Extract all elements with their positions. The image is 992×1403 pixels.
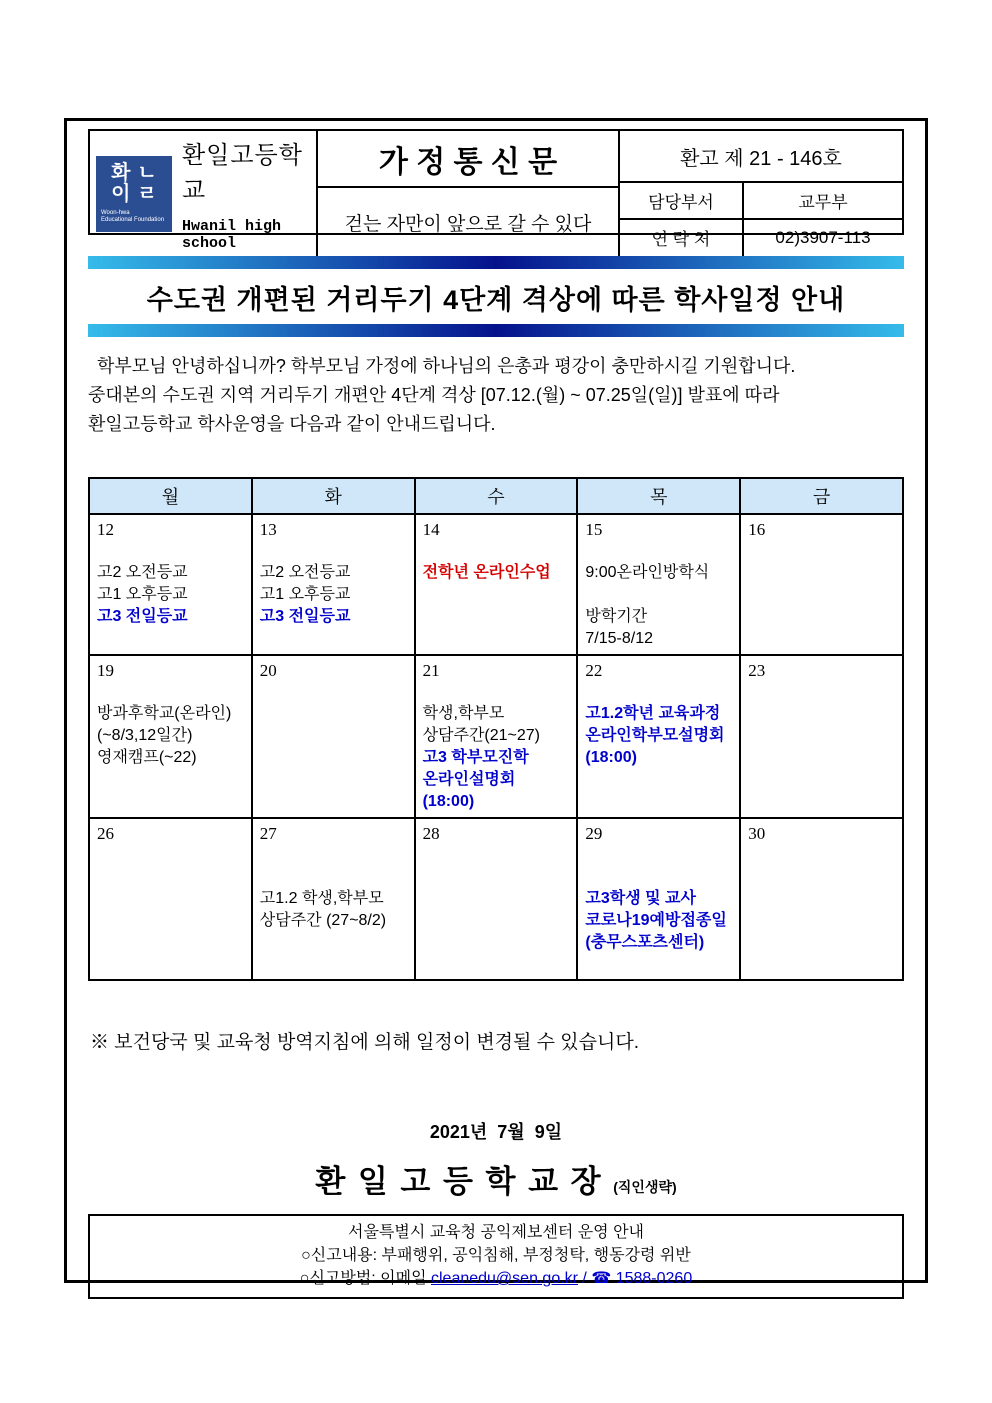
page-title: 수도권 개편된 거리두기 4단계 격상에 따른 학사일정 안내 (146, 285, 846, 315)
calendar-cell (577, 818, 740, 980)
school-name-english: Hwanil high school (182, 218, 282, 252)
calendar-event: (18:00) (422, 793, 475, 810)
calendar-event: 고1 오후등교 (97, 586, 188, 603)
calendar-date: 22 (585, 661, 603, 680)
calendar-cell (252, 818, 415, 980)
seal-note: (직인생략) (613, 1179, 677, 1195)
calendar-body (89, 514, 903, 980)
calendar-cell (577, 655, 740, 818)
calendar-date: 15 (585, 520, 603, 539)
header-right (620, 131, 902, 256)
logo-jamo-char: 이 (111, 183, 131, 205)
footer-title: 서울특별시 교육청 공익제보센터 운영 안내 (348, 1224, 644, 1241)
school-motto: 걷는 자만이 앞으로 갈 수 있다 (344, 213, 592, 235)
calendar-date: 13 (259, 520, 277, 539)
logo-jamo-icon (111, 163, 157, 205)
title-banner (88, 256, 904, 337)
email-link[interactable]: cleanedu@sen.go.kr (430, 1270, 578, 1287)
calendar-date: 28 (422, 824, 440, 843)
calendar-gap (585, 540, 732, 562)
calendar-event: 고1.2학년 교육과정 (585, 705, 721, 722)
calendar-date: 14 (422, 520, 440, 539)
calendar-gap (585, 844, 732, 866)
foundation-name (96, 210, 164, 224)
closing-date: 2021년 7월 9일 (429, 1122, 563, 1142)
calendar-date: 26 (97, 824, 114, 843)
footer-box (88, 1214, 904, 1299)
calendar-gap (585, 584, 732, 606)
calendar-event: 코로나19예방접종일 (585, 912, 727, 929)
calendar-date: 29 (585, 824, 603, 843)
calendar-date: 23 (748, 661, 766, 680)
header-table (88, 129, 904, 252)
gradient-bar-top (88, 256, 904, 269)
header-middle (318, 131, 620, 256)
dept-value: 교무부 (744, 183, 902, 220)
calendar-event: 학생,학부모 (422, 705, 505, 722)
calendar-table (88, 477, 904, 981)
newsletter-page (64, 118, 928, 1287)
calendar-cell (89, 818, 252, 980)
intro-paragraph (88, 352, 904, 439)
calendar-date: 16 (748, 520, 766, 539)
calendar-day-header: 수 (415, 478, 578, 514)
contact-label: 연 락 처 (620, 220, 744, 257)
separator-slash: / (577, 1270, 592, 1287)
calendar-cell (415, 818, 578, 980)
calendar-event: 고3 전일등교 (259, 608, 351, 625)
calendar-header-row (89, 478, 903, 514)
calendar-event: 상담주간 (27~8/2) (259, 912, 387, 929)
calendar-date: 27 (259, 824, 277, 843)
calendar-date: 21 (422, 661, 440, 680)
calendar-gap (260, 866, 407, 888)
calendar-event: (~8/3,12일간) (97, 727, 193, 744)
report-method-prefix: ○신고방법: 이메일 (299, 1270, 431, 1287)
calendar-week-row (89, 818, 903, 980)
intro-line: 학부모님 안녕하십니까? 학부모님 가정에 하나님의 은총과 평강이 충만하시길 기원합니다. (97, 356, 796, 376)
foundation-line: Woon-hwa (101, 210, 130, 216)
calendar-cell (415, 514, 578, 655)
calendar-cell (89, 655, 252, 818)
document-number: 환고 제 21 - 146호 (620, 131, 902, 183)
logo-jamo-char: ㄴ (137, 162, 157, 184)
calendar-event: 고3학생 및 교사 (585, 890, 696, 907)
calendar-gap (585, 681, 732, 703)
calendar-gap (260, 540, 407, 562)
calendar-date: 19 (97, 661, 114, 680)
dept-label: 담당부서 (620, 183, 744, 220)
calendar-gap (97, 681, 244, 703)
calendar-event: 9:00온라인방학식 (585, 564, 710, 581)
calendar-day-header: 금 (740, 478, 903, 514)
calendar-day-header: 목 (577, 478, 740, 514)
calendar-gap (423, 540, 570, 562)
school-names (182, 135, 310, 252)
calendar-event: 고1 오후등교 (259, 586, 351, 603)
intro-line: 환일고등학교 학사운영을 다음과 같이 안내드립니다. (88, 414, 496, 434)
contact-value: 02)3907-113 (775, 227, 871, 247)
calendar-cell (252, 655, 415, 818)
closing-block (88, 1118, 904, 1201)
calendar-event: 전학년 온라인수업 (422, 564, 551, 581)
phone-number: ☎ 1588-0260 (591, 1270, 693, 1287)
logo-jamo-char: 화 (111, 162, 131, 184)
calendar-event: 온라인학부모설명회 (585, 727, 725, 744)
calendar-date: 20 (259, 661, 277, 680)
calendar-event: 상담주간(21~27) (422, 727, 541, 744)
calendar-cell (740, 514, 903, 655)
calendar-event: 온라인설명회 (422, 771, 516, 788)
calendar-gap (260, 844, 407, 866)
report-method-line (90, 1267, 902, 1290)
calendar-cell (89, 514, 252, 655)
school-identity (90, 131, 318, 256)
calendar-cell (740, 655, 903, 818)
school-name-korean: 환일고등학교 (182, 142, 303, 204)
calendar-day-header: 월 (89, 478, 252, 514)
report-content-line: ○신고내용: 부패행위, 공익침해, 부정청탁, 행동강령 위반 (301, 1247, 691, 1264)
logo-jamo-char: ㄹ (137, 183, 157, 205)
calendar-gap (585, 866, 732, 888)
calendar-event: 고1.2 학생,학부모 (259, 890, 384, 907)
calendar-event: 방학기간 (585, 608, 648, 625)
calendar-cell (252, 514, 415, 655)
intro-line: 중대본의 수도권 지역 거리두기 개편안 4단계 격상 [07.12.(월) ~ 07.25일(일)] 발표에 따라 (88, 385, 780, 405)
foundation-line: Educational Foundation (101, 217, 165, 223)
calendar-week-row (89, 655, 903, 818)
calendar-event: 방과후학교(온라인) (97, 705, 232, 722)
calendar-cell (740, 818, 903, 980)
calendar-event: 고2 오전등교 (97, 564, 188, 581)
calendar-day-header: 화 (252, 478, 415, 514)
calendar-event: (충무스포츠센터) (585, 934, 705, 951)
calendar-event: 7/15-8/12 (585, 630, 653, 647)
calendar-event: 고2 오전등교 (259, 564, 351, 581)
document-type-title: 가 정 통 신 문 (318, 131, 618, 188)
calendar-cell (577, 514, 740, 655)
calendar-date: 12 (97, 520, 114, 539)
calendar-event: 고3 학부모진학 (422, 749, 529, 766)
contact-table (620, 183, 902, 256)
school-logo (96, 156, 172, 232)
calendar-event: (18:00) (585, 749, 637, 766)
signature-text: 환 일 고 등 학 교 장 (315, 1164, 603, 1199)
calendar-gap (423, 681, 570, 703)
note-text: ※ 보건당국 및 교육청 방역지침에 의해 일정이 변경될 수 있습니다. (90, 1032, 639, 1053)
calendar-week-row (89, 514, 903, 655)
calendar-cell (415, 655, 578, 818)
gradient-bar-bottom (88, 324, 904, 337)
calendar-date: 30 (748, 824, 766, 843)
calendar-event: 고3 전일등교 (97, 608, 188, 625)
calendar-gap (97, 540, 244, 562)
calendar-event: 영재캠프(~22) (97, 749, 197, 766)
principal-signature (88, 1156, 904, 1201)
